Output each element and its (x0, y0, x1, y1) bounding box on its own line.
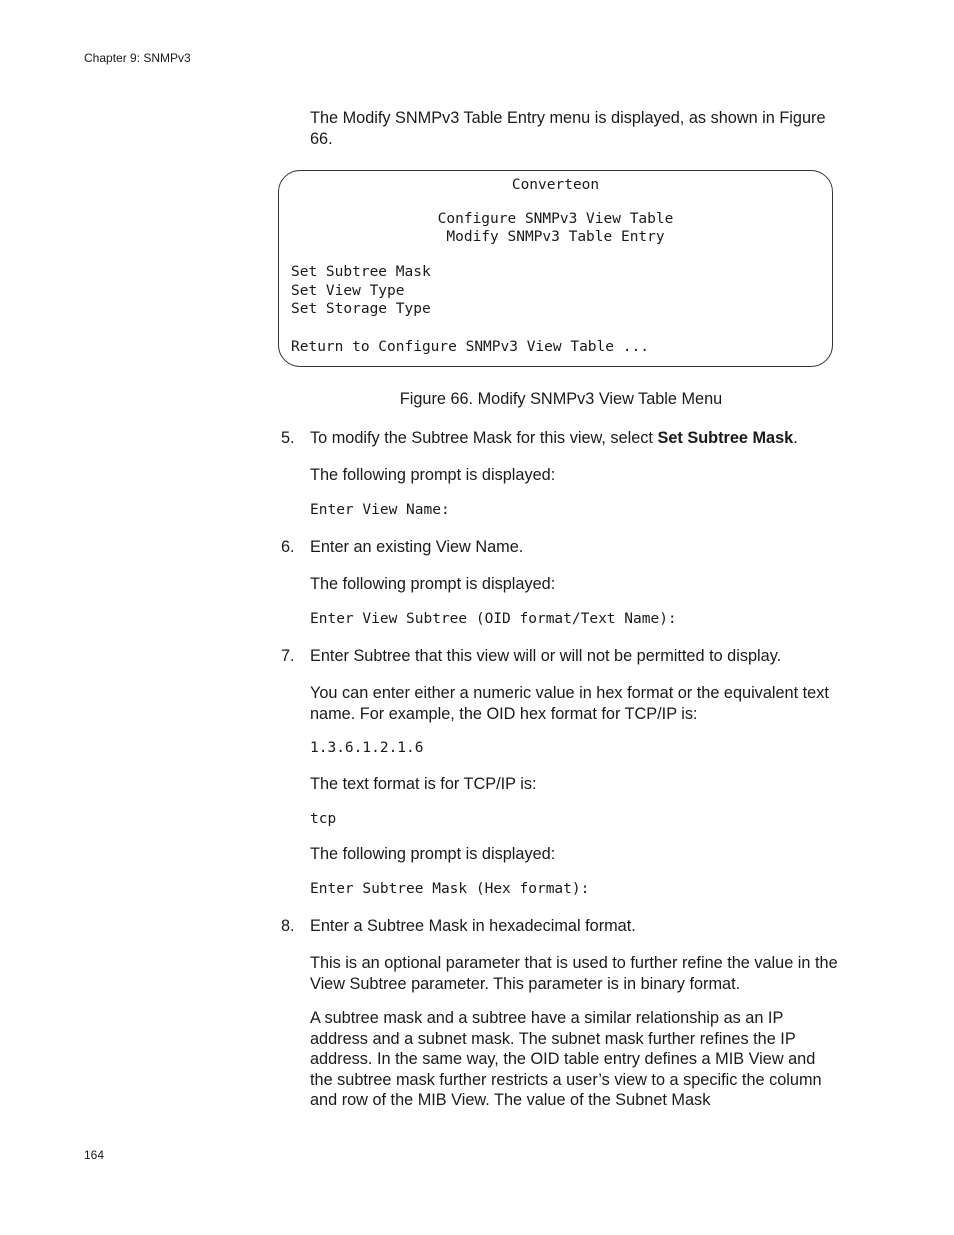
step-5-prompt: Enter View Name: (310, 502, 450, 518)
step-7-note: The following prompt is displayed: (310, 845, 556, 863)
running-header: Chapter 9: SNMPv3 (84, 51, 191, 65)
step-6-prompt: Enter View Subtree (OID format/Text Name): (310, 611, 677, 627)
menu-item-return[interactable]: Return to Configure SNMPv3 View Table ... (291, 339, 649, 355)
step-number: 8. (281, 917, 295, 935)
step-7-text: Enter Subtree that this view will or will not be permitted to display. (310, 647, 782, 665)
step-8-paragraph-2: A subtree mask and a subtree have a similar relationship as an IP address and a subnet mask. The subnet mask further refines the IP address. In the same way, the OID table entry defines a MIB View and the subtree mask further restricts a user’s view to a specific the column and row of the MIB View. The value of the Subnet Mask (310, 1009, 822, 1109)
menu-item-set-storage-type[interactable]: Set Storage Type (291, 301, 431, 317)
intro-paragraph: The Modify SNMPv3 Table Entry menu is displayed, as shown in Figure 66. (310, 109, 826, 148)
step-6-note: The following prompt is displayed: (310, 575, 556, 593)
screen-submenu-title: Modify SNMPv3 Table Entry (446, 229, 665, 245)
step-number: 6. (281, 538, 295, 556)
screen-title: Converteon (511, 177, 600, 193)
step-5-bold-option: Set Subtree Mask (657, 429, 794, 447)
step-number: 5. (281, 429, 295, 447)
step-7-paragraph-1: You can enter either a numeric value in hex format or the equivalent text name. For example, the OID hex format for TCP/IP is: (310, 684, 829, 723)
step-7-prompt: Enter Subtree Mask (Hex format): (310, 881, 590, 897)
step-7-oid-example: 1.3.6.1.2.1.6 (310, 740, 424, 756)
step-8-paragraph-1: This is an optional parameter that is used to further refine the value in the View Subtree parameter. This parameter is in binary format. (310, 954, 838, 993)
menu-item-set-view-type[interactable]: Set View Type (291, 283, 405, 299)
page-number: 164 (84, 1148, 105, 1162)
screen-menu-title: Configure SNMPv3 View Table (437, 211, 674, 227)
step-8-text: Enter a Subtree Mask in hexadecimal format. (310, 917, 636, 935)
step-5-text-prefix: To modify the Subtree Mask for this view, select (310, 429, 658, 447)
step-6-text: Enter an existing View Name. (310, 538, 524, 556)
figure-caption: Figure 66. Modify SNMPv3 View Table Menu (399, 390, 723, 408)
step-5-text (310, 428, 840, 449)
step-number: 7. (281, 647, 295, 665)
step-7-text-example: tcp (310, 811, 337, 827)
step-5-note: The following prompt is displayed: (310, 466, 556, 484)
terminal-screen-figure (278, 170, 833, 367)
menu-item-set-subtree-mask[interactable]: Set Subtree Mask (291, 264, 431, 280)
step-5-text-suffix: . (793, 429, 798, 447)
step-7-paragraph-2: The text format is for TCP/IP is: (310, 775, 537, 793)
